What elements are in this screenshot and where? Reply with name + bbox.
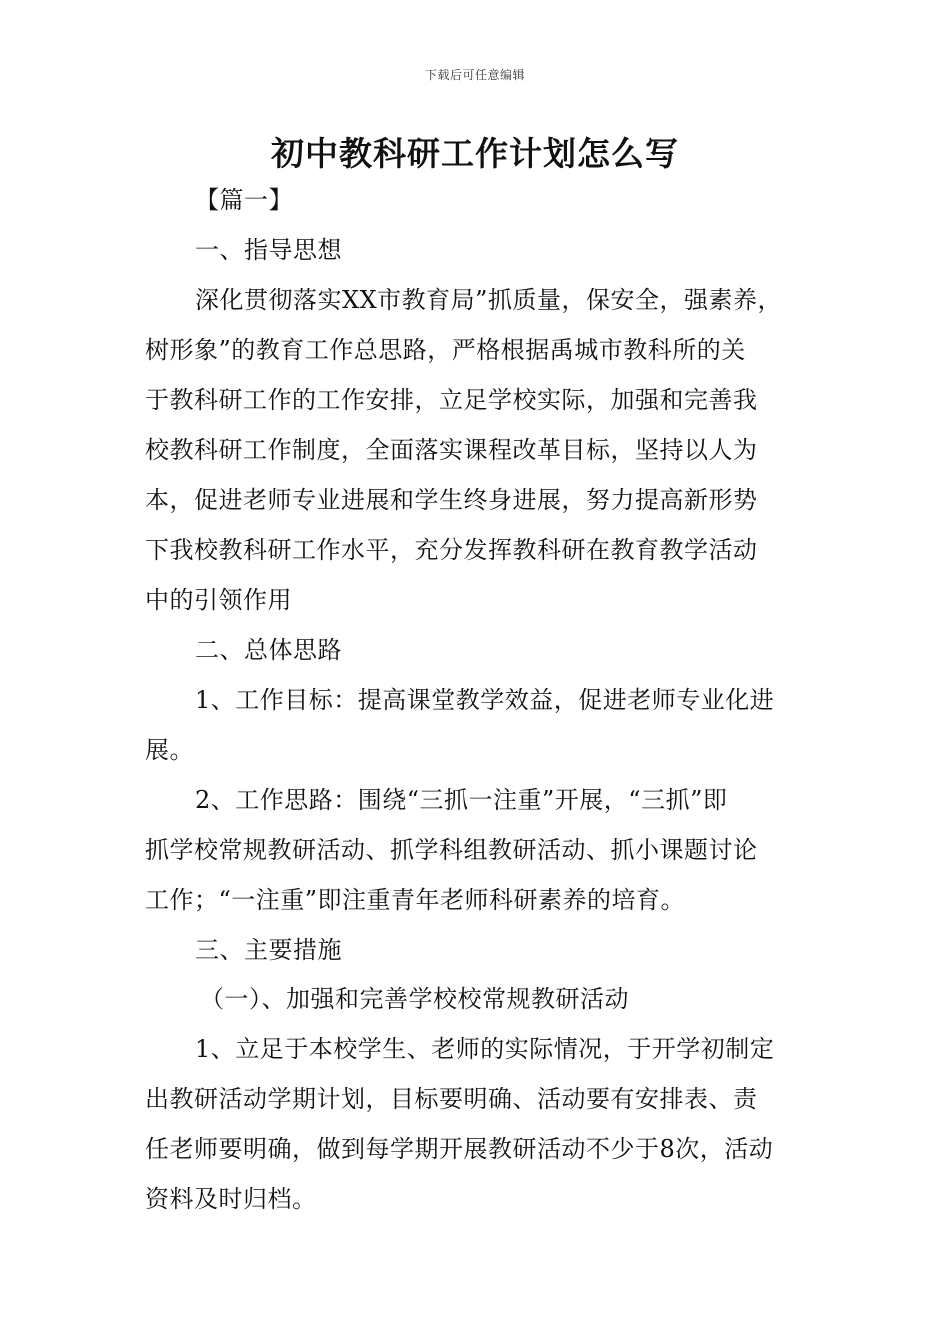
paragraph-line: 树形象”的教育工作总思路，严格根据禹城市教科所的关: [145, 336, 746, 364]
paragraph-line: 抓学校常规教研活动、抓学科组教研活动、抓小课题讨论: [145, 836, 758, 864]
paragraph-line: 工作；“一注重”即注重青年老师科研素养的培育。: [145, 886, 686, 914]
paragraph-line: 展。: [145, 736, 194, 764]
subheading-routine-research: （一）、加强和完善学校校常规教研活动: [200, 985, 629, 1013]
heading-guiding-thought: 一、指导思想: [195, 236, 342, 264]
paragraph-line: 1、立足于本校学生、老师的实际情况，于开学初制定: [195, 1035, 775, 1063]
paragraph-line: 下我校教科研工作水平，充分发挥教科研在教育教学活动: [145, 536, 758, 564]
paragraph-line: 校教科研工作制度，全面落实课程改革目标，坚持以人为: [145, 436, 758, 464]
heading-main-measures: 三、主要措施: [195, 936, 342, 964]
section-marker: 【篇一】: [195, 186, 293, 214]
heading-overall-approach: 二、总体思路: [195, 636, 342, 664]
paragraph-line: 中的引领作用: [145, 586, 292, 614]
paragraph-line: 深化贯彻落实XX市教育局”抓质量，保安全，强素养，: [195, 286, 782, 314]
paragraph-line: 本，促进老师专业进展和学生终身进展，努力提高新形势: [145, 486, 758, 514]
paragraph-line: 2、工作思路：围绕“三抓一注重”开展，“三抓”即: [195, 786, 728, 814]
document-title: 初中教科研工作计划怎么写: [271, 134, 679, 173]
paragraph-line: 于教科研工作的工作安排，立足学校实际，加强和完善我: [145, 386, 758, 414]
header-note: 下载后可任意编辑: [424, 68, 525, 82]
paragraph-line: 资料及时归档。: [145, 1185, 317, 1213]
paragraph-line: 出教研活动学期计划，目标要明确、活动要有安排表、责: [145, 1085, 758, 1113]
paragraph-line: 任老师要明确，做到每学期开展教研活动不少于8次，活动: [145, 1135, 774, 1163]
paragraph-line: 1、工作目标：提高课堂教学效益，促进老师专业化进: [195, 686, 775, 714]
